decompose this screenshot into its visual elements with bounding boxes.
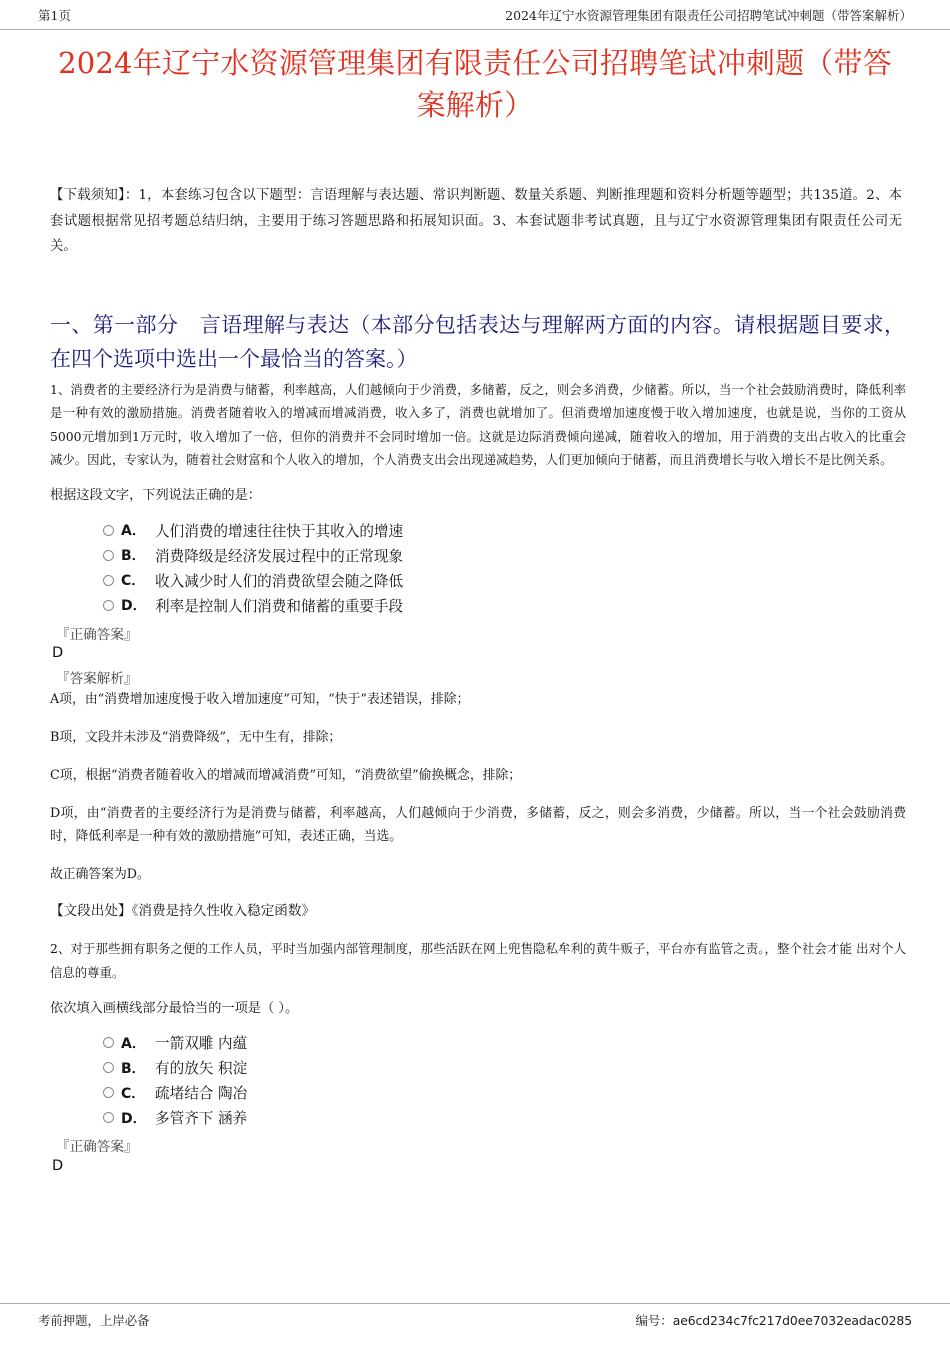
question-stem: 1、消费者的主要经济行为是消费与储蓄，利率越高，人们越倾向于少消费，多储蓄，反之，则会多消费，少储蓄。所以，当一个社会鼓励消费时，降低利率是一种有效的激励措施。消费者随着收入的增减而增减消费，收入多了，消费也就增加了。但消费增加速度慢于收入增加速度，也就是说，当你的工资从5000元增加到1万元时，收入增加了一倍，但你的消费并不会同时增加一倍。这就是边际消费倾向递减，随着收入的增加，用于消费的支出占收入的比重会减少。因此，专家认为，随着社会财富和个人收入的增加，个人消费支出会出现递减趋势，人们更加倾向于储蓄，而且消费增长与收入增长不是比例关系。	[50, 382, 906, 467]
option-label: 人们消费的增速往往快于其收入的增速	[155, 522, 404, 540]
option-label: 一箭双雕 内蕴	[155, 1035, 248, 1053]
question-block	[50, 378, 906, 923]
question-content	[50, 378, 906, 1182]
option-b[interactable]	[103, 1055, 906, 1080]
question-prompt: 依次填入画横线部分最恰当的一项是（ ）。	[50, 1000, 299, 1016]
option-letter: D．	[121, 598, 147, 615]
option-letter: B．	[121, 548, 146, 565]
correct-answer-label: 『正确答案』	[56, 1139, 138, 1156]
option-letter: A．	[121, 523, 146, 540]
download-notice: 【下载须知】：1，本套练习包含以下题型：言语理解与表达题、常识判断题、数量关系题、判断推理题和资料分析题等题型；共135道。2、本套试题根据常见招考题总结归纳，主要用于练习答题思路和拓展知识面。3、本套试题非考试真题，且与辽宁水资源管理集团有限责任公司无关。	[50, 188, 902, 255]
radio-button-icon[interactable]	[103, 525, 114, 536]
radio-button-icon[interactable]	[103, 1037, 114, 1048]
option-letter: D．	[121, 1110, 147, 1127]
page-header	[0, 0, 950, 30]
footer-slogan: 考前押题，上岸必备	[38, 1313, 150, 1328]
passage-source: 【文段出处】《消费是持久性收入稳定函数》	[50, 903, 316, 920]
question-prompt: 根据这段文字，下列说法正确的是：	[50, 488, 261, 504]
option-d[interactable]	[103, 1105, 906, 1130]
analysis-paragraph-d: D项，由“消费者的主要经济行为是消费与储蓄，利率越高，人们越倾向于少消费，多储蓄，反之，则会多消费，少储蓄。所以，当一个社会鼓励消费时，降低利率是一种有效的激励措施”可知，表述正确，当选。	[50, 806, 906, 845]
radio-button-icon[interactable]	[103, 575, 114, 586]
option-label: 疏堵结合 陶冶	[155, 1085, 248, 1103]
analysis-paragraph-c: C项，根据“消费者随着收入的增减而增减消费”可知，“消费欲望”偷换概念，排除；	[50, 768, 522, 783]
option-letter: C．	[121, 573, 146, 590]
option-label: 多管齐下 涵养	[155, 1110, 248, 1128]
question-stem: 2、对于那些拥有职务之便的工作人员，平时当加强内部管理制度，那些活跃在网上兜售隐私牟利的黄牛贩子，平台亦有监管之责。，整个社会才能 出对个人信息的尊重。	[50, 941, 906, 980]
page-title: 2024年辽宁水资源管理集团有限责任公司招聘笔试冲刺题（带答案解析）	[58, 46, 892, 123]
option-label: 有的放矢 积淀	[155, 1060, 248, 1078]
radio-button-icon[interactable]	[103, 550, 114, 561]
footer-code-value: ae6cd234c7fc217d0ee7032eadac0285	[672, 1313, 912, 1328]
option-letter: C．	[121, 1085, 146, 1102]
option-label: 收入减少时人们的消费欲望会随之降低	[155, 572, 404, 590]
option-letter: B．	[121, 1060, 146, 1077]
radio-button-icon[interactable]	[103, 1087, 114, 1098]
footer-code-label: 编号：	[635, 1313, 673, 1328]
option-c[interactable]	[103, 1080, 906, 1105]
option-label: 利率是控制人们消费和储蓄的重要手段	[155, 597, 404, 615]
radio-button-icon[interactable]	[103, 1112, 114, 1123]
option-a[interactable]	[103, 518, 906, 543]
analysis-paragraph-a: A项，由“消费增加速度慢于收入增加速度”可知，“快于”表述错误，排除；	[50, 691, 470, 707]
analysis-paragraph-b: B项，文段并未涉及“消费降级”，无中生有，排除；	[50, 729, 342, 745]
option-letter: A．	[121, 1035, 146, 1052]
option-list	[50, 1030, 906, 1130]
option-b[interactable]	[103, 543, 906, 568]
correct-answer-label: 『正确答案』	[56, 626, 138, 643]
radio-button-icon[interactable]	[103, 600, 114, 611]
correct-answer-value: D	[52, 1157, 64, 1174]
option-c[interactable]	[103, 568, 906, 593]
radio-button-icon[interactable]	[103, 1062, 114, 1073]
option-label: 消费降级是经济发展过程中的正常现象	[155, 547, 404, 565]
footer-code	[150, 1311, 912, 1329]
question-block	[50, 937, 906, 1176]
answer-analysis-label: 『答案解析』	[56, 670, 138, 687]
option-a[interactable]	[103, 1030, 906, 1055]
option-d[interactable]	[103, 593, 906, 618]
option-list	[50, 518, 906, 618]
header-running-title: 2024年辽宁水资源管理集团有限责任公司招聘笔试冲刺题（带答案解析）	[505, 8, 912, 23]
section-heading: 一、第一部分 言语理解与表达（本部分包括表达与理解两方面的内容。请根据题目要求，在四个选项中选出一个最恰当的答案。）	[50, 313, 905, 372]
page-footer	[0, 1303, 950, 1329]
analysis-conclusion: 故正确答案为D。	[50, 867, 150, 883]
page-number-label: 第1页	[38, 8, 71, 23]
correct-answer-value: D	[52, 645, 64, 662]
